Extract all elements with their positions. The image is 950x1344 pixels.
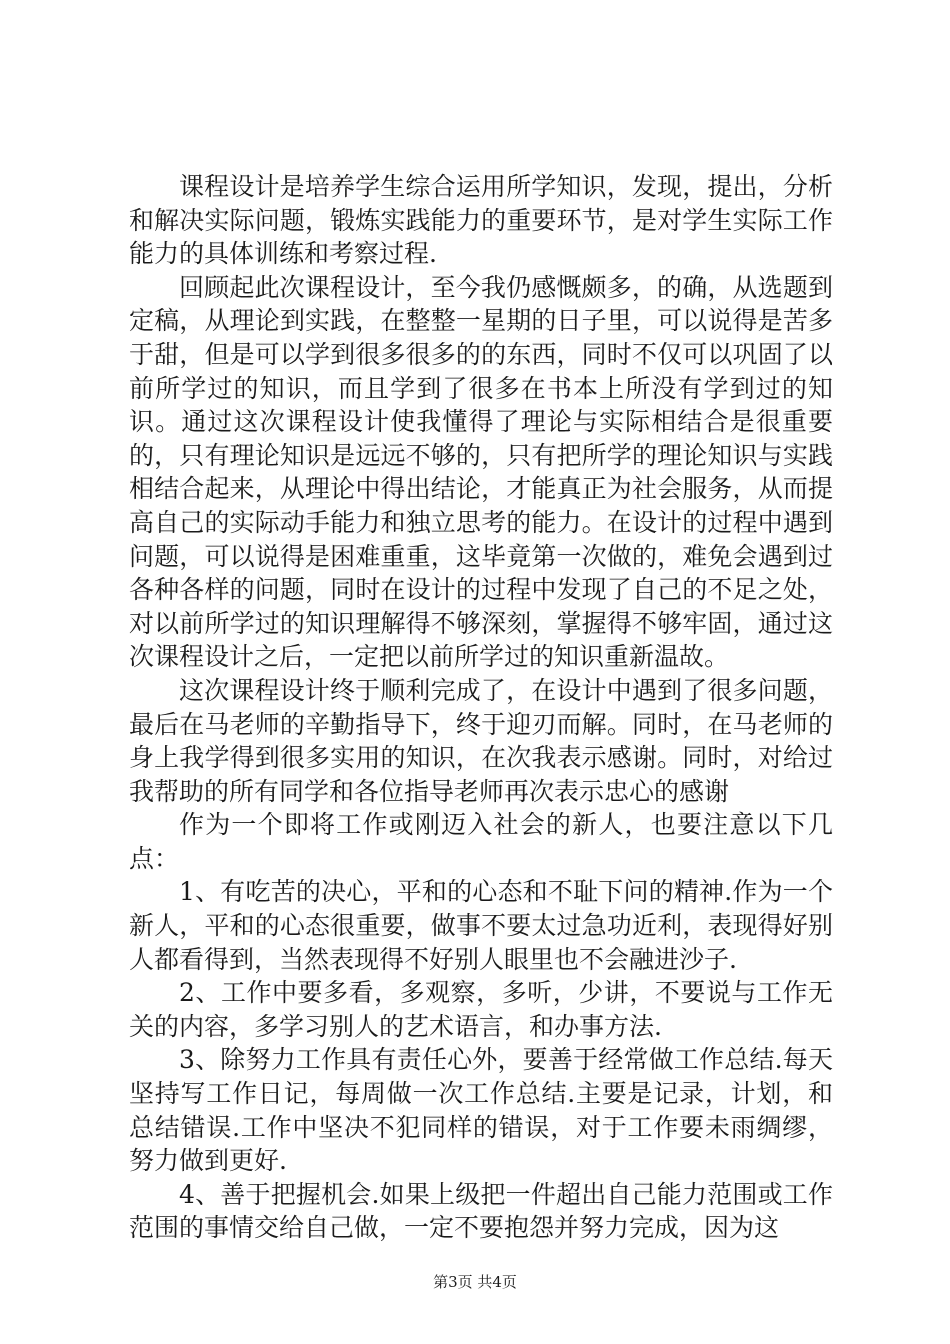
paragraph-review: 回顾起此次课程设计，至今我仍感慨颇多，的确，从选题到定稿，从理论到实践，在整整一星期的日子里，可以说得是苦多于甜，但是可以学到很多很多的的东西，同时不仅可以巩固了以前所学过的知识，而且学到了很多在书本上所没有学到过的知识。通过这次课程设计使我懂得了理论与实际相结合是很重要的，只有理论知识是远远不够的，只有把所学的理论知识与实践相结合起来，从理论中得出结论，才能真正为社会服务，从而提高自己的实际动手能力和独立思考的能力。在设计的过程中遇到问题，可以说得是困难重重，这毕竟第一次做的，难免会遇到过各种各样的问题，同时在设计的过程中发现了自己的不足之处，对以前所学过的知识理解得不够深刻，掌握得不够牢固，通过这次课程设计之后，一定把以前所学过的知识重新温故。 xyxy=(129,272,833,672)
paragraph-advice-1: 1、有吃苦的决心，平和的心态和不耻下问的精神.作为一个新人，平和的心态很重要，做事不要太过急功近利，表现得好别人都看得到，当然表现得不好别人眼里也不会融进沙子. xyxy=(129,877,833,974)
paragraph-advice-4: 4、善于把握机会.如果上级把一件超出自己能力范围或工作范围的事情交给自己做，一定不要抱怨并努力完成，因为这 xyxy=(129,1179,833,1243)
paragraph-thanks: 这次课程设计终于顺利完成了，在设计中遇到了很多问题，最后在马老师的辛勤指导下，终于迎刃而解。同时，在马老师的身上我学得到很多实用的知识，在次我表示感谢。同时，对给过我帮助的所有同学和各位指导老师再次表示忠心的感谢 xyxy=(129,675,833,806)
paragraph-advice-3: 3、除努力工作具有责任心外，要善于经常做工作总结.每天坚持写工作日记，每周做一次工作总结.主要是记录，计划，和总结错误.工作中坚决不犯同样的错误，对于工作要未雨绸缪，努力做到更好. xyxy=(129,1045,833,1176)
paragraph-intro: 课程设计是培养学生综合运用所学知识，发现，提出，分析和解决实际问题，锻炼实践能力的重要环节，是对学生实际工作能力的具体训练和考察过程. xyxy=(129,172,833,269)
document-body xyxy=(129,170,833,1245)
page-footer: 第3页 共4页 xyxy=(433,1273,517,1291)
paragraph-advice-intro: 作为一个即将工作或刚迈入社会的新人，也要注意以下几点： xyxy=(129,810,833,873)
paragraph-advice-2: 2、工作中要多看，多观察，多听，少讲，不要说与工作无关的内容，多学习别人的艺术语言，和办事方法. xyxy=(129,978,833,1041)
